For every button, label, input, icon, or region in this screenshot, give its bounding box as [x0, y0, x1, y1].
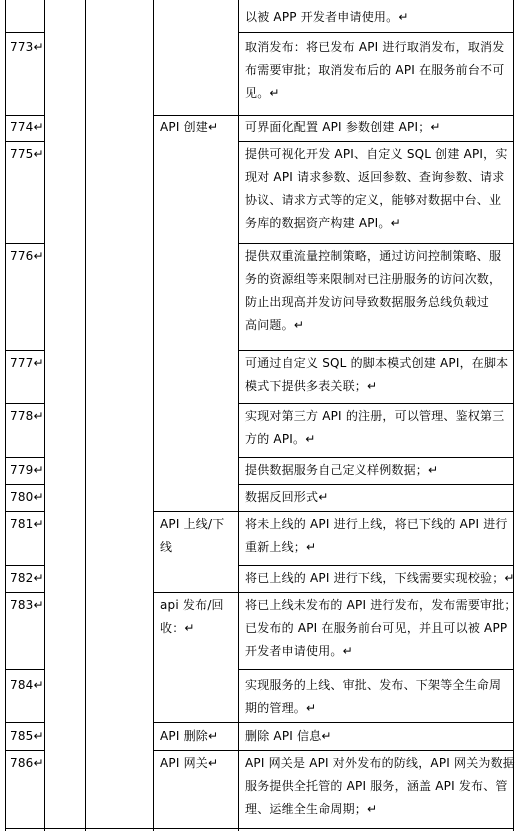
description-cell: 将未上线的 API 进行上线，将已下线的 API 进行 重新上线；↵	[245, 517, 508, 554]
row-border	[5, 350, 44, 351]
row-number-cell: 783↵	[10, 598, 44, 612]
col-border	[85, 0, 86, 831]
row-border	[5, 32, 44, 33]
category-cell: API 创建↵	[160, 120, 219, 134]
row-number-cell: 775↵	[10, 147, 44, 161]
col-border	[44, 0, 45, 831]
row-border	[5, 511, 44, 512]
row-border	[238, 565, 514, 566]
description-cell: 取消发布：将已发布 API 进行取消发布，取消发 布需要审批；取消发布后的 API 在服务前台不可 见。↵	[245, 40, 505, 100]
description-cell: 将已上线的 API 进行下线，下线需要实现校验；↵	[245, 571, 515, 585]
row-number-cell: 777↵	[10, 356, 44, 370]
row-border	[5, 141, 44, 142]
row-border	[238, 32, 514, 33]
description-cell: 可界面化配置 API 参数创建 API；↵	[245, 120, 441, 134]
col-border	[513, 0, 514, 831]
row-number-cell: 776↵	[10, 249, 44, 263]
row-border	[5, 750, 44, 751]
row-border	[238, 457, 514, 458]
description-cell: 实现服务的上线、审批、发布、下架等全生命周 期的管理。↵	[245, 678, 502, 715]
description-cell: 删除 API 信息↵	[245, 729, 332, 743]
row-border	[238, 141, 514, 142]
description-cell: 以被 APP 开发者申请使用。↵	[245, 10, 409, 24]
category-cell: API 删除↵	[160, 729, 219, 743]
description-cell: 提供可视化开发 API、自定义 SQL 创建 API，实 现对 API 请求参数、返回参数、查询参数、请求 协议、请求方式等的定义，能够对数据中台、业 务库的数据资产构建 API。↵	[245, 147, 508, 230]
row-number-cell: 782↵	[10, 571, 44, 585]
col-border	[5, 0, 6, 831]
row-border	[5, 592, 44, 593]
description-cell: 数据反回形式↵	[245, 490, 329, 504]
category-cell: API 上线/下 线	[160, 517, 225, 554]
row-border	[238, 403, 514, 404]
row-number-cell: 785↵	[10, 729, 44, 743]
row-border	[153, 722, 514, 723]
row-border	[5, 403, 44, 404]
description-cell: 将已上线未发布的 API 进行发布，发布需要审批； 已发布的 API 在服务前台可见，并且可以被 APP 开发者申请使用。↵	[245, 598, 517, 658]
description-cell: 实现对第三方 API 的注册，可以管理、鉴权第三 方的 API。↵	[245, 409, 505, 446]
row-number-cell: 778↵	[10, 409, 44, 423]
row-border	[5, 457, 44, 458]
description-cell: 提供数据服务自己定义样例数据；↵	[245, 463, 439, 477]
description-cell: 提供双重流量控制策略，通过访问控制策略、服 务的资源组等来限制对已注册服务的访问次数， 防止出现高并发访问导致数据服务总线负载过 高问题。↵	[245, 249, 502, 332]
row-border	[5, 722, 44, 723]
row-number-cell: 784↵	[10, 678, 44, 692]
row-border	[5, 669, 44, 670]
row-number-cell: 779↵	[10, 463, 44, 477]
row-border	[153, 592, 514, 593]
category-cell: api 发布/回 收：↵	[160, 598, 224, 635]
row-number-cell: 773↵	[10, 40, 44, 54]
description-cell: API 网关是 API 对外发布的防线，API 网关为数据 服务提供全托管的 API 服务，涵盖 API 发布、管 理、运维全生命周期；↵	[245, 756, 516, 816]
row-number-cell: 774↵	[10, 120, 44, 134]
row-border	[5, 828, 514, 829]
col-border	[153, 0, 154, 831]
row-number-cell: 786↵	[10, 756, 44, 770]
row-border	[153, 511, 514, 512]
row-number-cell: 781↵	[10, 517, 44, 531]
col-border	[238, 0, 239, 831]
row-border	[238, 669, 514, 670]
row-number-cell: 780↵	[10, 490, 44, 504]
row-border	[238, 350, 514, 351]
category-cell: API 网关↵	[160, 756, 219, 770]
row-border	[5, 243, 44, 244]
row-border	[153, 750, 514, 751]
description-cell: 可通过自定义 SQL 的脚本模式创建 API，在脚本 模式下提供多表关联；↵	[245, 356, 509, 393]
row-border	[5, 565, 44, 566]
row-border	[5, 484, 44, 485]
row-border	[238, 484, 514, 485]
row-border	[238, 243, 514, 244]
